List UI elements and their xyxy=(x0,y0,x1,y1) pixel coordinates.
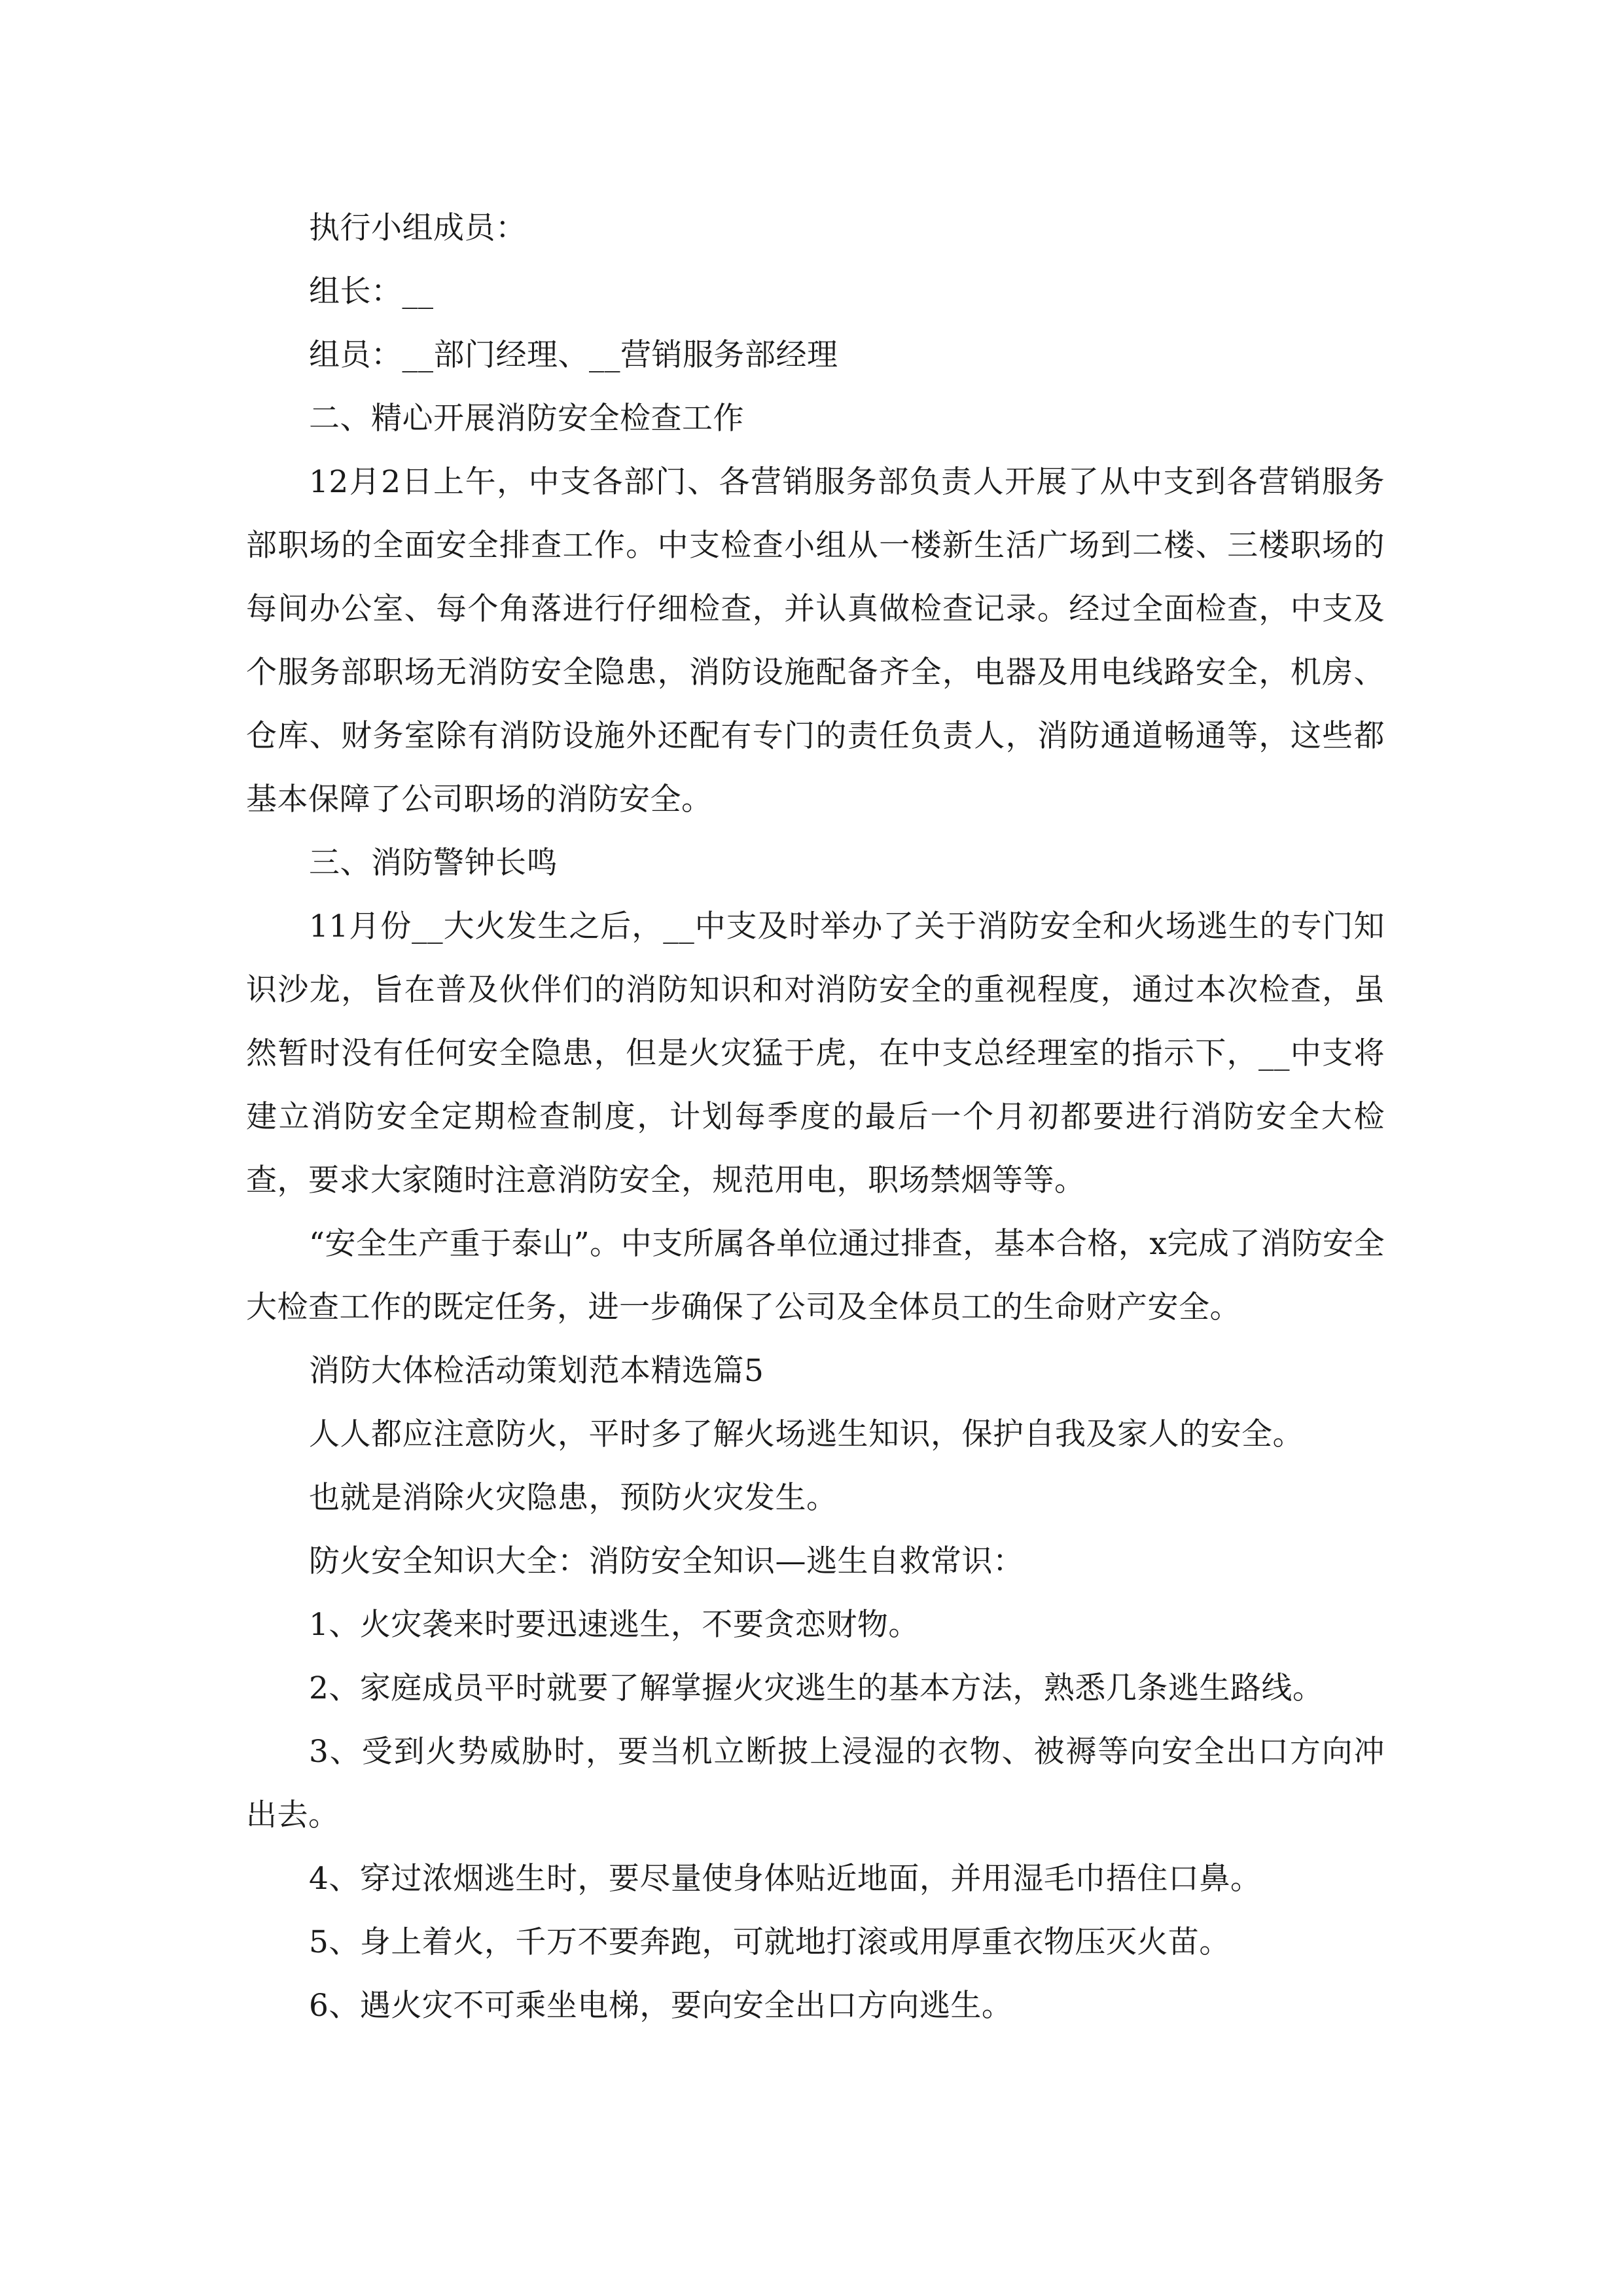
paragraph-safety-slogan: “安全生产重于泰山”。中支所属各单位通过排查，基本合格，x完成了消防安全大检查工作的既定任务，进一步确保了公司及全体员工的生命财产安全。 xyxy=(246,1226,1385,1325)
section-heading-2: 二、精心开展消防安全检查工作 xyxy=(309,401,744,437)
document-body xyxy=(246,196,1385,2037)
paragraph-inspection: 12月2日上午，中支各部门、各营销服务部负责人开展了从中支到各营销服务部职场的全面安全排查工作。中支检查小组从一楼新生活广场到二楼、三楼职场的每间办公室、每个角落进行仔细检查，并认真做检查记录。经过全面检查，中支及个服务部职场无消防安全隐患，消防设施配备齐全，电器及用电线路安全，机房、仓库、财务室除有消防设施外还配有专门的责任负责人，消防通道畅通等，这些都基本保障了公司职场的消防安全。 xyxy=(246,464,1385,817)
list-item-1: 1、火灾袭来时要迅速逃生，不要贪恋财物。 xyxy=(309,1607,919,1643)
article-title-5: 消防大体检活动策划范本精选篇5 xyxy=(309,1353,764,1389)
paragraph-alarm: 11月份__大火发生之后，__中支及时举办了关于消防安全和火场逃生的专门知识沙龙，旨在普及伙伴们的消防知识和对消防安全的重视程度，通过本次检查，虽然暂时没有任何安全隐患，但是火灾猛于虎，在中支总经理室的指示下，__中支将建立消防安全定期检查制度，计划每季度的最后一个月初都要进行消防安全大检查，要求大家随时注意消防安全，规范用电，职场禁烟等等。 xyxy=(246,908,1385,1198)
list-item-3: 3、受到火势威胁时，要当机立断披上浸湿的衣物、被褥等向安全出口方向冲出去。 xyxy=(246,1734,1385,1833)
list-item-6: 6、遇火灾不可乘坐电梯，要向安全出口方向逃生。 xyxy=(309,1988,1013,2024)
list-item-4: 4、穿过浓烟逃生时，要尽量使身体贴近地面，并用湿毛巾捂住口鼻。 xyxy=(309,1861,1262,1897)
paragraph-knowledge-heading: 防火安全知识大全：消防安全知识—逃生自救常识： xyxy=(309,1543,1024,1579)
list-item-2: 2、家庭成员平时就要了解掌握火灾逃生的基本方法，熟悉几条逃生路线。 xyxy=(309,1670,1324,1706)
paragraph-team-leader: 组长：__ xyxy=(309,274,434,310)
paragraph-prevention: 人人都应注意防火，平时多了解火场逃生知识，保护自我及家人的安全。 xyxy=(309,1416,1304,1452)
paragraph-team-members-heading: 执行小组成员： xyxy=(309,210,527,246)
paragraph-eliminate-hazards: 也就是消除火灾隐患，预防火灾发生。 xyxy=(309,1480,838,1516)
list-item-5: 5、身上着火，千万不要奔跑，可就地打滚或用厚重衣物压灭火苗。 xyxy=(309,1924,1230,1960)
section-heading-3: 三、消防警钟长鸣 xyxy=(309,845,558,881)
paragraph-team-members: 组员：__部门经理、__营销服务部经理 xyxy=(309,337,838,373)
